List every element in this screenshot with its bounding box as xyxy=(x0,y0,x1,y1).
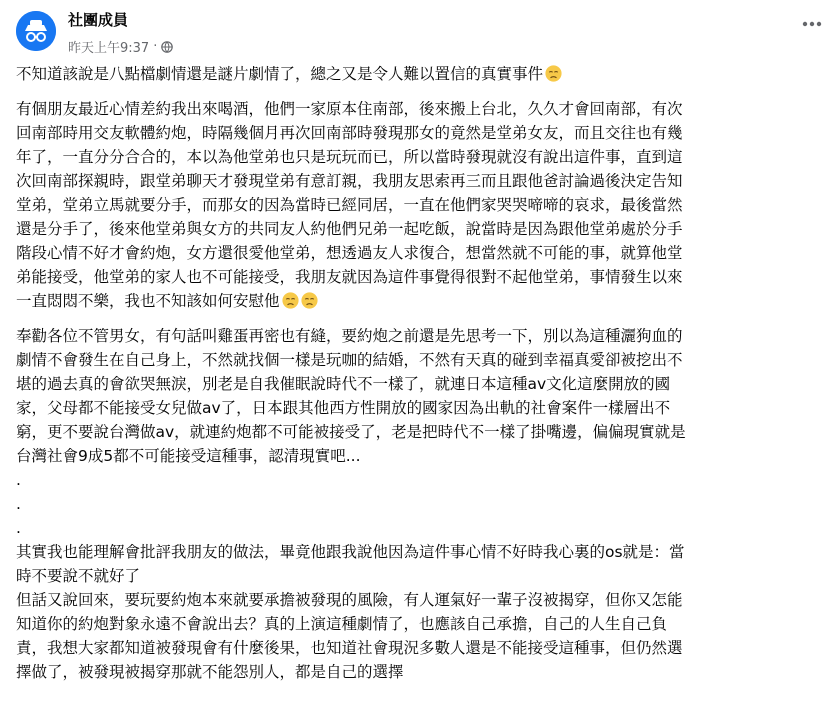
dot-separator: . xyxy=(16,495,21,513)
anonymous-member-icon[interactable] xyxy=(16,11,56,51)
dot-separator: . xyxy=(16,471,21,489)
story-line: 回南部時用交友軟體約炮，時隔幾個月再次回南部時發現那女的竟然是堂弟女友，而且交往也有幾 xyxy=(16,124,683,142)
closing-line: 但話又說回來，要玩要約炮本來就要承擔被發現的風險，有人運氣好一輩子沒被揭穿，但你又怎能 xyxy=(16,591,683,609)
author-name[interactable]: 社團成員 xyxy=(68,11,129,29)
closing-line: 時不要說不就好了 xyxy=(16,567,141,585)
story-line: 次回南部探親時，跟堂弟聊天才發現堂弟有意訂親，我朋友思索再三而且跟他爸討論過後決定告知 xyxy=(16,172,683,190)
globe-icon xyxy=(161,41,173,53)
closing-line: 責，我想大家都知道被發現會有什麼後果，也知道社會現況多數人還是不能接受這種事，但仍然選 xyxy=(16,639,683,657)
story-line: 年了，一直分分合合的，本以為他堂弟也只是玩玩而已，所以當時發現就沒有說出這件事，直到這 xyxy=(16,148,683,166)
post-intro xyxy=(16,62,828,86)
intro-text: 不知道該說是八點檔劇情還是謎片劇情了，總之又是令人難以置信的真實事件 xyxy=(16,65,544,83)
advice-line: 窮，更不要說台灣做av，就連約炮都不可能被接受了，老是把時代不一樣了掛嘴邊，偏偏現實就是 xyxy=(16,423,686,441)
story-paragraph xyxy=(16,97,828,313)
dot-separator: . xyxy=(16,519,21,537)
sad-face-emoji xyxy=(282,292,299,309)
story-line-last xyxy=(16,289,828,313)
closing-line: 其實我也能理解會批評我朋友的做法，畢竟他跟我說他因為這件事心情不好時我心裏的os就是：當 xyxy=(16,543,685,561)
advice-line: 台灣社會9成5都不可能接受這種事，認清現實吧... xyxy=(16,447,361,465)
advice-line: 家，父母都不能接受女兒做av了，日本跟其他西方性開放的國家因為出軌的社會案件一樣層出不 xyxy=(16,399,671,417)
post-meta xyxy=(68,37,173,56)
closing-line: 擇做了，被發現被揭穿那就不能怨別人，都是自己的選擇 xyxy=(16,663,404,681)
story-line: 一直悶悶不樂，我也不知該如何安慰他 xyxy=(16,292,280,310)
advice-paragraph xyxy=(16,324,828,468)
post-timestamp[interactable]: 昨天上午9:37 xyxy=(68,41,150,56)
closing-paragraph xyxy=(16,540,828,684)
sad-face-emoji xyxy=(301,292,318,309)
post-body xyxy=(16,62,828,684)
story-line: 弟能接受，他堂弟的家人也不可能接受，我朋友就因為這件事覺得很對不起他堂弟，事情發生以來 xyxy=(16,268,683,286)
story-line: 堂弟，堂弟立馬就要分手，而那女的因為當時已經同居，一直在他們家哭哭啼啼的哀求，最後當然 xyxy=(16,196,683,214)
more-horizontal-icon[interactable] xyxy=(800,12,824,36)
advice-line: 奉勸各位不管男女，有句話叫雞蛋再密也有縫，要約炮之前還是先思考一下，別以為這種灑狗血的 xyxy=(16,327,683,345)
story-line: 階段心情不好才會約炮，女方還很愛他堂弟，想透過友人求復合，想當然就不可能的事，就算他堂 xyxy=(16,244,683,262)
meta-separator: · xyxy=(153,39,158,54)
story-line: 還是分手了，後來他堂弟與女方的共同友人約他們兄弟一起吃飯，說當時是因為跟他堂弟處於分手 xyxy=(16,220,683,238)
story-line: 有個朋友最近心情差約我出來喝酒，他們一家原本住南部，後來搬上台北，久久才會回南部，有次 xyxy=(16,100,683,118)
closing-line: 知道你的約炮對象永遠不會說出去？真的上演這種劇情了，也應該自己承擔，自己的人生自己負 xyxy=(16,615,668,633)
sad-face-emoji xyxy=(545,65,562,82)
advice-line: 堪的過去真的會欲哭無淚，別老是自我催眠說時代不一樣了，就連日本這種av文化這麼開放的國 xyxy=(16,375,671,393)
advice-line: 劇情不會發生在自己身上，不然就找個一樣是玩咖的結婚，不然有天真的碰到幸福真愛卻被挖出不 xyxy=(16,351,683,369)
